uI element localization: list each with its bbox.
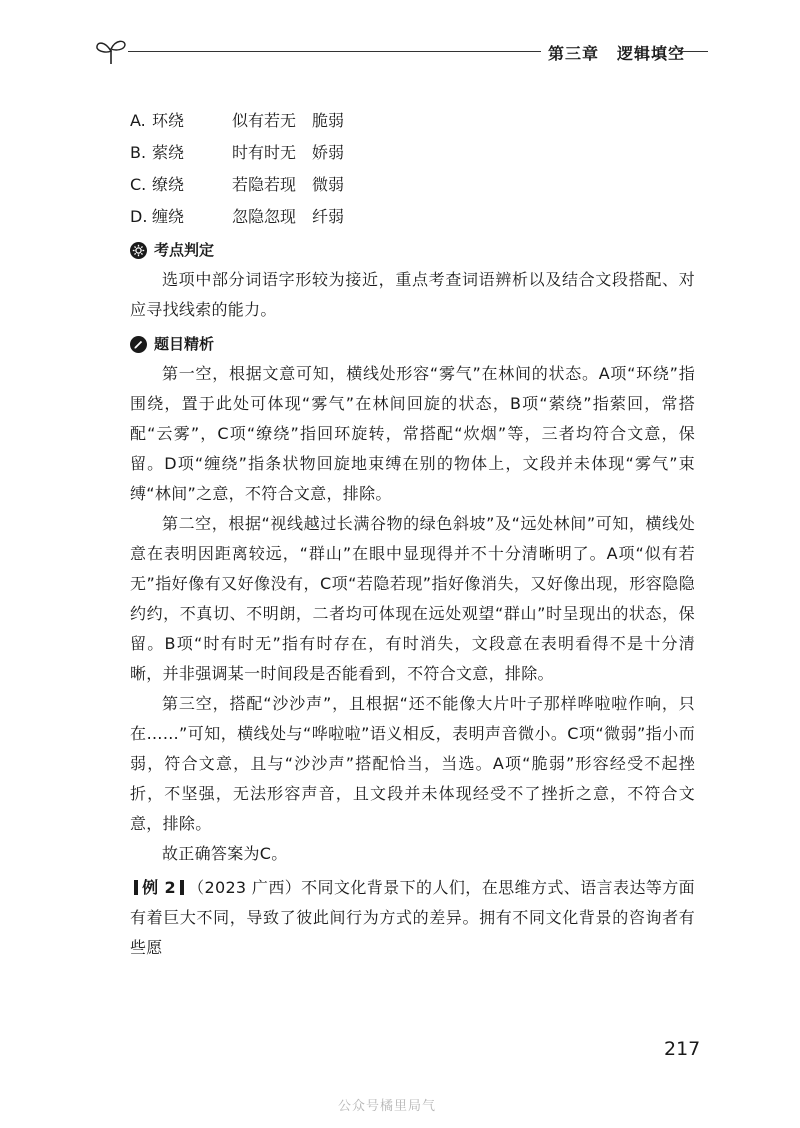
example-text: （2023 广西）不同文化背景下的人们，在思维方式、语言表达等方面有着巨大不同，导致了彼此间行为方式的差异。拥有不同文化背景的咨询者有些愿 xyxy=(130,878,695,957)
watermark: 公众号橘里局气 xyxy=(338,1099,437,1114)
analysis-paragraph-3: 第三空，搭配“沙沙声”，且根据“还不能像大片叶子那样哗啦啦作响，只在……”可知，横线处与“哗啦啦”语义相反，表明声音微小。C项“微弱”指小而弱，符合文意，且与“沙沙声”搭配恰当，当选。A项“脆弱”形容经受不起挫折，不坚强，无法形容声音，且文段并未体现经受不了挫折之意，不符合文意，排除。 xyxy=(130,694,695,833)
option-b: B. 萦绕 时有时无 娇弱 xyxy=(130,143,345,162)
chapter-number: 第三章 xyxy=(548,44,600,63)
options-list xyxy=(130,105,695,233)
pen-icon xyxy=(130,336,147,353)
analysis-paragraph-2: 第二空，根据“视线越过长满谷物的绿色斜坡”及“远处林间”可知，横线处意在表明因距离较远，“群山”在眼中显现得并不十分清晰明了。A项“似有若无”指好像有又好像没有，C项“若隐若现”指好像消失，又好像出现，形容隐隐约约，不真切、不明朗，二者均可体现在远处观望“群山”时呈现出的状态，保留。B项“时有时无”指有时存在，有时消失，文段意在表明看得不是十分清晰，并非强调某一时间段是否能看到，不符合文意，排除。 xyxy=(130,514,695,683)
answer-line: 故正确答案为C。 xyxy=(162,844,288,863)
bar-icon xyxy=(180,880,184,895)
chapter-heading xyxy=(548,41,685,64)
option-c: C. 缭绕 若隐若现 微弱 xyxy=(130,175,345,194)
section-heading-exam-point xyxy=(130,235,695,265)
section-heading-analysis xyxy=(130,329,695,359)
example-label: 例 2 xyxy=(142,878,176,897)
chapter-title: 逻辑填空 xyxy=(617,44,686,63)
sprout-icon xyxy=(94,36,128,66)
gear-icon xyxy=(130,242,147,259)
section-title: 考点判定 xyxy=(154,241,215,259)
option-a: A. 环绕 似有若无 脆弱 xyxy=(130,111,345,130)
section-title: 题目精析 xyxy=(154,335,215,353)
page-content xyxy=(130,105,695,963)
analysis-paragraph-1: 第一空，根据文意可知，横线处形容“雾气”在林间的状态。A项“环绕”指围绕，置于此处可体现“雾气”在林间回旋的状态，B项“萦绕”指萦回，常搭配“云雾”，C项“缭绕”指回环旋转，常搭配“炊烟”等，三者均符合文意，保留。D项“缠绕”指条状物回旋地束缚在别的物体上，文段并未体现“雾气”束缚“林间”之意，不符合文意，排除。 xyxy=(130,364,695,503)
header-rule xyxy=(128,51,541,52)
page-number: 217 xyxy=(664,1038,701,1060)
page-header xyxy=(0,30,800,70)
example-paragraph xyxy=(130,873,695,963)
header-rule-end xyxy=(678,51,708,52)
exam-point-text: 选项中部分词语字形较为接近，重点考查词语辨析以及结合文段搭配、对应寻找线索的能力。 xyxy=(130,270,695,319)
option-d: D. 缠绕 忽隐忽现 纤弱 xyxy=(130,207,345,226)
bar-icon xyxy=(134,880,138,895)
